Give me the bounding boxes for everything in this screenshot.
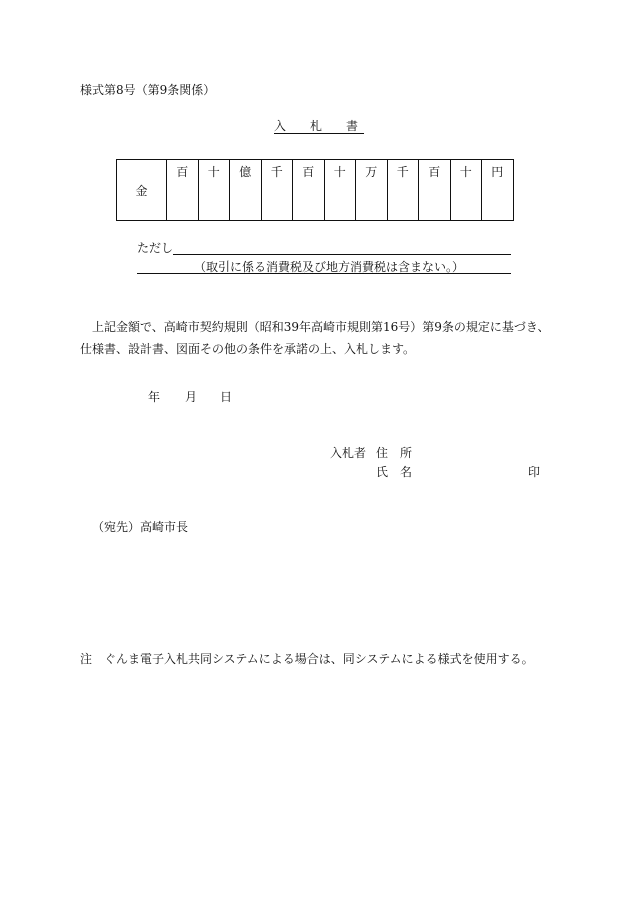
addressee: （宛先）高崎市長 (92, 520, 189, 534)
unit-label: 十 (207, 165, 220, 179)
amount-cell[interactable] (198, 160, 230, 221)
amount-cell[interactable] (293, 160, 325, 221)
seal-mark: 印 (528, 465, 541, 479)
date-year: 年 (148, 390, 161, 404)
amount-cell[interactable] (387, 160, 419, 221)
tax-note-line-2 (137, 273, 511, 274)
address-label: 住 所 (376, 446, 413, 460)
amount-cell[interactable] (450, 160, 482, 221)
bidder-label: 入札者 (330, 446, 367, 460)
body-text-content: 上記金額で、高崎市契約規則（昭和39年高崎市規則第16号）第9条の規定に基づき、仕様書、設計書、図面その他の条件を承諾の上、入札します。 (80, 320, 550, 356)
unit-label: 千 (270, 165, 283, 179)
amount-cell[interactable] (230, 160, 262, 221)
amount-cell[interactable] (356, 160, 388, 221)
amount-label: 金 (117, 160, 167, 221)
unit-label: 円 (491, 165, 504, 179)
amount-cell[interactable] (419, 160, 451, 221)
unit-label: 十 (459, 165, 472, 179)
amount-cell[interactable] (482, 160, 514, 221)
document-title: 入 札 書 (274, 119, 365, 133)
footnote-text: ぐんま電子入札共同システムによる場合は、同システムによる様式を使用する。 (104, 652, 534, 666)
name-label: 氏 名 (376, 465, 413, 479)
unit-label: 千 (396, 165, 409, 179)
tax-note-prefix: ただし (137, 241, 174, 255)
unit-label: 万 (365, 165, 378, 179)
unit-label: 億 (239, 165, 252, 179)
amount-cell[interactable] (324, 160, 356, 221)
footnote-marker: 注 (80, 652, 93, 666)
body-text (80, 316, 560, 360)
form-number: 様式第8号（第9条関係） (80, 83, 216, 97)
date-day: 日 (220, 390, 233, 404)
date-month: 月 (185, 390, 198, 404)
unit-label: 百 (302, 165, 315, 179)
amount-cell[interactable] (167, 160, 199, 221)
tax-note-text: （取引に係る消費税及び地方消費税は含まない。） (194, 260, 465, 274)
amount-cell[interactable] (261, 160, 293, 221)
amount-table (116, 159, 514, 221)
unit-label: 百 (428, 165, 441, 179)
tax-note-line-1 (173, 254, 511, 255)
unit-label: 十 (333, 165, 346, 179)
unit-label: 百 (176, 165, 189, 179)
